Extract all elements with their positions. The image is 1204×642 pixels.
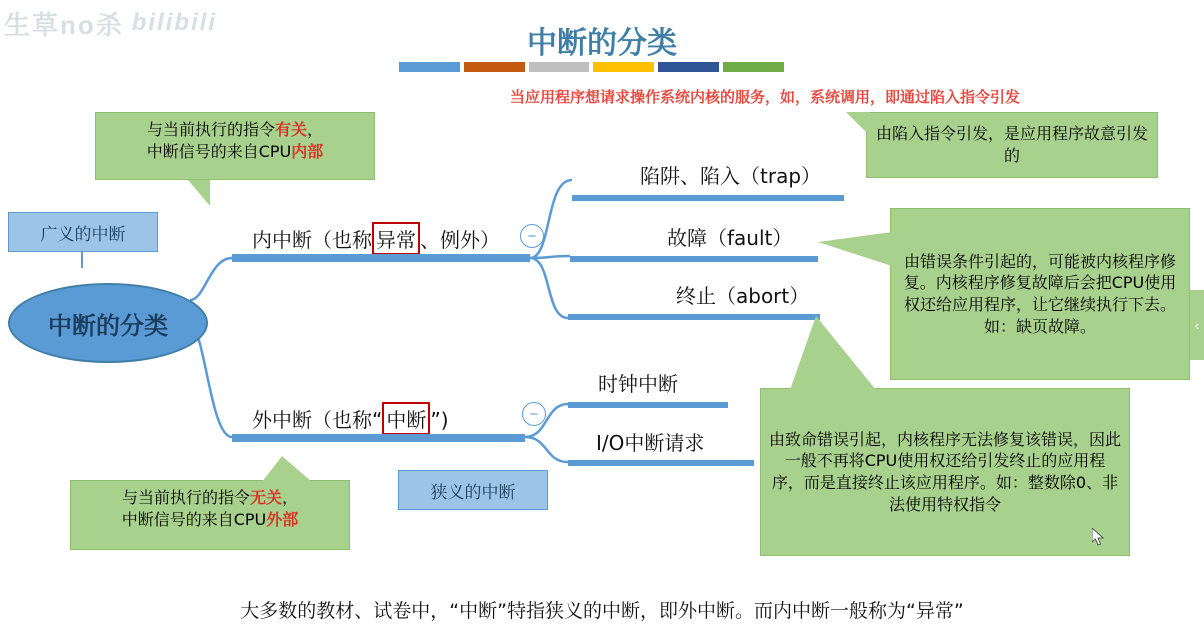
node-fault-bar — [570, 256, 818, 262]
node-fault-label[interactable] — [667, 222, 792, 251]
callout-external-source-line2: 中断信号的来自CPU外部 — [121, 509, 299, 529]
node-abort-bar — [568, 314, 820, 320]
callout-internal-source-line2: 中断信号的来自CPU内部 — [146, 141, 324, 161]
node-clock-interrupt-text: 时钟中断 — [598, 372, 678, 396]
node-clock-interrupt-label[interactable] — [598, 368, 678, 397]
node-trap-bar — [572, 195, 844, 201]
watermark-text: 生草no杀 — [4, 9, 124, 40]
callout-fault: 由错误条件引起的，可能被内核程序修复。内核程序修复故障后会把CPU使用权还给应用程序，让它继续执行下去。如：缺页故障。 — [890, 208, 1190, 380]
callout-abort: 由致命错误引起，内核程序无法修复该错误，因此一般不再将CPU使用权还给引发终止的应用程序，而是直接终止该应用程序。如：整数除0、非法使用特权指令 — [760, 388, 1130, 556]
branch-internal-label-highlight: 异常 — [372, 222, 420, 255]
node-io-interrupt-bar — [568, 460, 754, 466]
branch-external-label-part1: 外中断（也称“ — [252, 408, 383, 432]
callout-internal-source-line1: 与当前执行的指令有关， — [146, 120, 324, 139]
callout-abort-pointer — [790, 316, 876, 390]
node-clock-interrupt-bar — [568, 402, 728, 408]
branch-external-bar — [232, 434, 525, 442]
root-node[interactable] — [8, 283, 208, 363]
branch-internal-collapse-icon: − — [527, 227, 537, 245]
callout-external-source-line1: 与当前执行的指令无关， — [121, 488, 299, 507]
branch-external-label-highlight: 中断 — [382, 402, 430, 435]
page-title: 中断的分类 — [527, 26, 677, 61]
branch-external-label-part3: ”) — [430, 408, 449, 432]
sidebar-collapse-arrow[interactable] — [1190, 290, 1204, 360]
root-node-label: 中断的分类 — [48, 311, 168, 340]
callout-external-source-pointer — [262, 456, 312, 482]
callout-internal-source-pointer — [188, 180, 210, 206]
mouse-cursor — [1092, 528, 1104, 546]
node-trap-text: 陷阱、陷入（trap） — [640, 164, 822, 188]
tag-narrow-label: 狭义的中断 — [430, 482, 516, 503]
node-trap-label[interactable] — [640, 160, 821, 189]
node-io-interrupt-text: I/O中断请求 — [596, 431, 705, 455]
callout-trap-pointer — [846, 112, 870, 136]
callout-external-source — [70, 480, 350, 550]
top-note: 当应用程序想请求操作系统内核的服务，如，系统调用，即通过陷入指令引发 — [510, 88, 1021, 106]
tag-narrow-interrupt[interactable] — [398, 470, 548, 510]
node-io-interrupt-label[interactable] — [596, 427, 704, 456]
callout-internal-source — [95, 112, 375, 180]
branch-internal-collapse-toggle[interactable] — [520, 224, 544, 248]
branch-external-label[interactable] — [252, 402, 449, 435]
chevron-left-icon: ‹ — [1194, 317, 1200, 333]
node-abort-label[interactable] — [676, 280, 809, 309]
branch-internal-label-part3: 、例外） — [420, 228, 500, 252]
branch-internal-label[interactable] — [252, 222, 500, 255]
branch-external-collapse-toggle[interactable] — [522, 402, 546, 426]
callout-trap: 由陷入指令引发，是应用程序故意引发的 — [866, 112, 1158, 178]
callout-fault-pointer — [818, 232, 892, 266]
tag-broad-label: 广义的中断 — [40, 224, 126, 245]
node-abort-text: 终止（abort） — [676, 284, 810, 308]
branch-external-collapse-icon: − — [529, 405, 539, 423]
bottom-note: 大多数的教材、试卷中，“中断”特指狭义的中断，即外中断。而内中断一般称为“异常” — [240, 600, 964, 622]
branch-internal-bar — [232, 254, 530, 262]
watermark-bilibili: bilibili — [131, 9, 218, 36]
tag-broad-interrupt[interactable] — [8, 212, 158, 252]
branch-internal-label-part1: 内中断（也称 — [252, 228, 372, 252]
node-fault-text: 故障（fault） — [667, 226, 793, 250]
